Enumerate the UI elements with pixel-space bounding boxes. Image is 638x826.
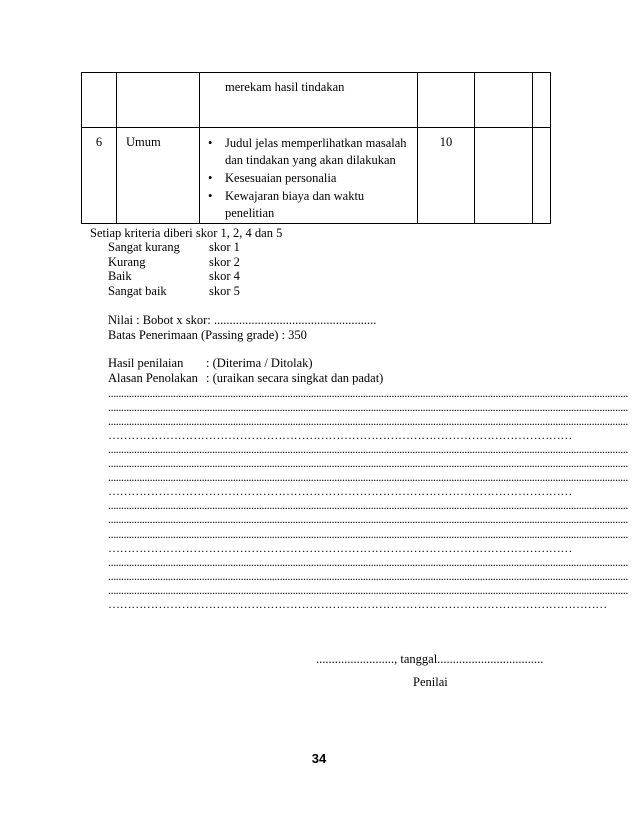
table-row: [82, 128, 551, 224]
list-item: [200, 188, 413, 222]
alasan-label: Alasan Penolakan: [108, 371, 198, 385]
bullet-text: Kesesuaian personalia: [225, 171, 337, 185]
cell-nilai: [533, 73, 551, 128]
score-level-value: skor 4: [209, 269, 240, 283]
list-item: [200, 170, 413, 187]
page-number: 34: [311, 751, 327, 766]
score-level-label: Sangat kurang: [108, 240, 180, 254]
cell-indicator: [200, 128, 418, 224]
answer-dotted-line: ........................................................................................................................................................................................................: [108, 498, 629, 512]
answer-dotted-line: ........................................................................................................................................................................................................: [108, 512, 629, 526]
list-item: [200, 135, 413, 169]
answer-dotted-line: ........................................................................................................................................................................................................: [108, 456, 629, 470]
answer-dotted-line: …………………………………………………………………………………………………………: [108, 541, 573, 555]
answer-dotted-line: …………………………………………………………………………………………………………: [108, 484, 573, 498]
answer-dotted-line: ........................................................................................................................................................................................................: [108, 386, 629, 400]
cell-nilai: [533, 128, 551, 224]
bullet-icon: •: [208, 171, 213, 185]
answer-dotted-line: ........................................................................................................................................................................................................: [108, 555, 629, 569]
scoring-intro: Setiap kriteria diberi skor 1, 2, 4 dan 5: [90, 226, 283, 240]
cell-aspek: [117, 128, 200, 224]
bullet-text: Judul jelas memperlihatkan masalah dan tindakan yang akan dilakukan: [225, 136, 407, 167]
score-level-value: skor 1: [209, 240, 240, 254]
score-level-label: Baik: [108, 269, 132, 283]
aspek-text: Umum: [126, 135, 161, 149]
answer-dotted-line: ........................................................................................................................................................................................................: [108, 470, 629, 484]
nilai-line: Nilai : Bobot x skor: ....................................................: [108, 313, 377, 327]
score-level-value: skor 2: [209, 255, 240, 269]
answer-dotted-line: …………………………………………………………………………………………………………………: [108, 597, 607, 611]
criteria-table: [81, 72, 551, 224]
cell-skor: [475, 73, 533, 128]
row-number: 6: [95, 135, 103, 149]
bullet-icon: •: [208, 136, 213, 150]
indicator-text: merekam hasil tindakan: [225, 80, 345, 94]
answer-dotted-line: ........................................................................................................................................................................................................: [108, 583, 629, 597]
score-level-label: Sangat baik: [108, 284, 167, 298]
hasil-label: Hasil penilaian: [108, 356, 184, 370]
date-line: ........................., tanggal..................................: [316, 652, 544, 666]
hasil-value: : (Diterima / Ditolak): [206, 356, 313, 370]
cell-no: [82, 73, 117, 128]
answer-dotted-line: ........................................................................................................................................................................................................: [108, 400, 629, 414]
cell-bobot: [418, 73, 475, 128]
alasan-value: : (uraikan secara singkat dan padat): [206, 371, 384, 385]
bobot-value: 10: [439, 135, 453, 149]
batas-penerimaan: Batas Penerimaan (Passing grade) : 350: [108, 328, 307, 342]
answer-dotted-line: ........................................................................................................................................................................................................: [108, 442, 629, 456]
cell-skor: [475, 128, 533, 224]
cell-indicator: [200, 73, 418, 128]
answer-dotted-line: ........................................................................................................................................................................................................: [108, 414, 629, 428]
table-row: [82, 73, 551, 128]
answer-dotted-line: ........................................................................................................................................................................................................: [108, 527, 629, 541]
score-level-label: Kurang: [108, 255, 146, 269]
answer-dotted-line: ........................................................................................................................................................................................................: [108, 569, 629, 583]
answer-dotted-line: …………………………………………………………………………………………………………: [108, 428, 573, 442]
bullet-text: Kewajaran biaya dan waktu penelitian: [225, 189, 365, 220]
cell-no: [82, 128, 117, 224]
bullet-icon: •: [208, 189, 213, 203]
penilai-label: Penilai: [413, 675, 448, 689]
cell-bobot: [418, 128, 475, 224]
cell-aspek: [117, 73, 200, 128]
score-level-value: skor 5: [209, 284, 240, 298]
indicator-list: [200, 128, 417, 222]
